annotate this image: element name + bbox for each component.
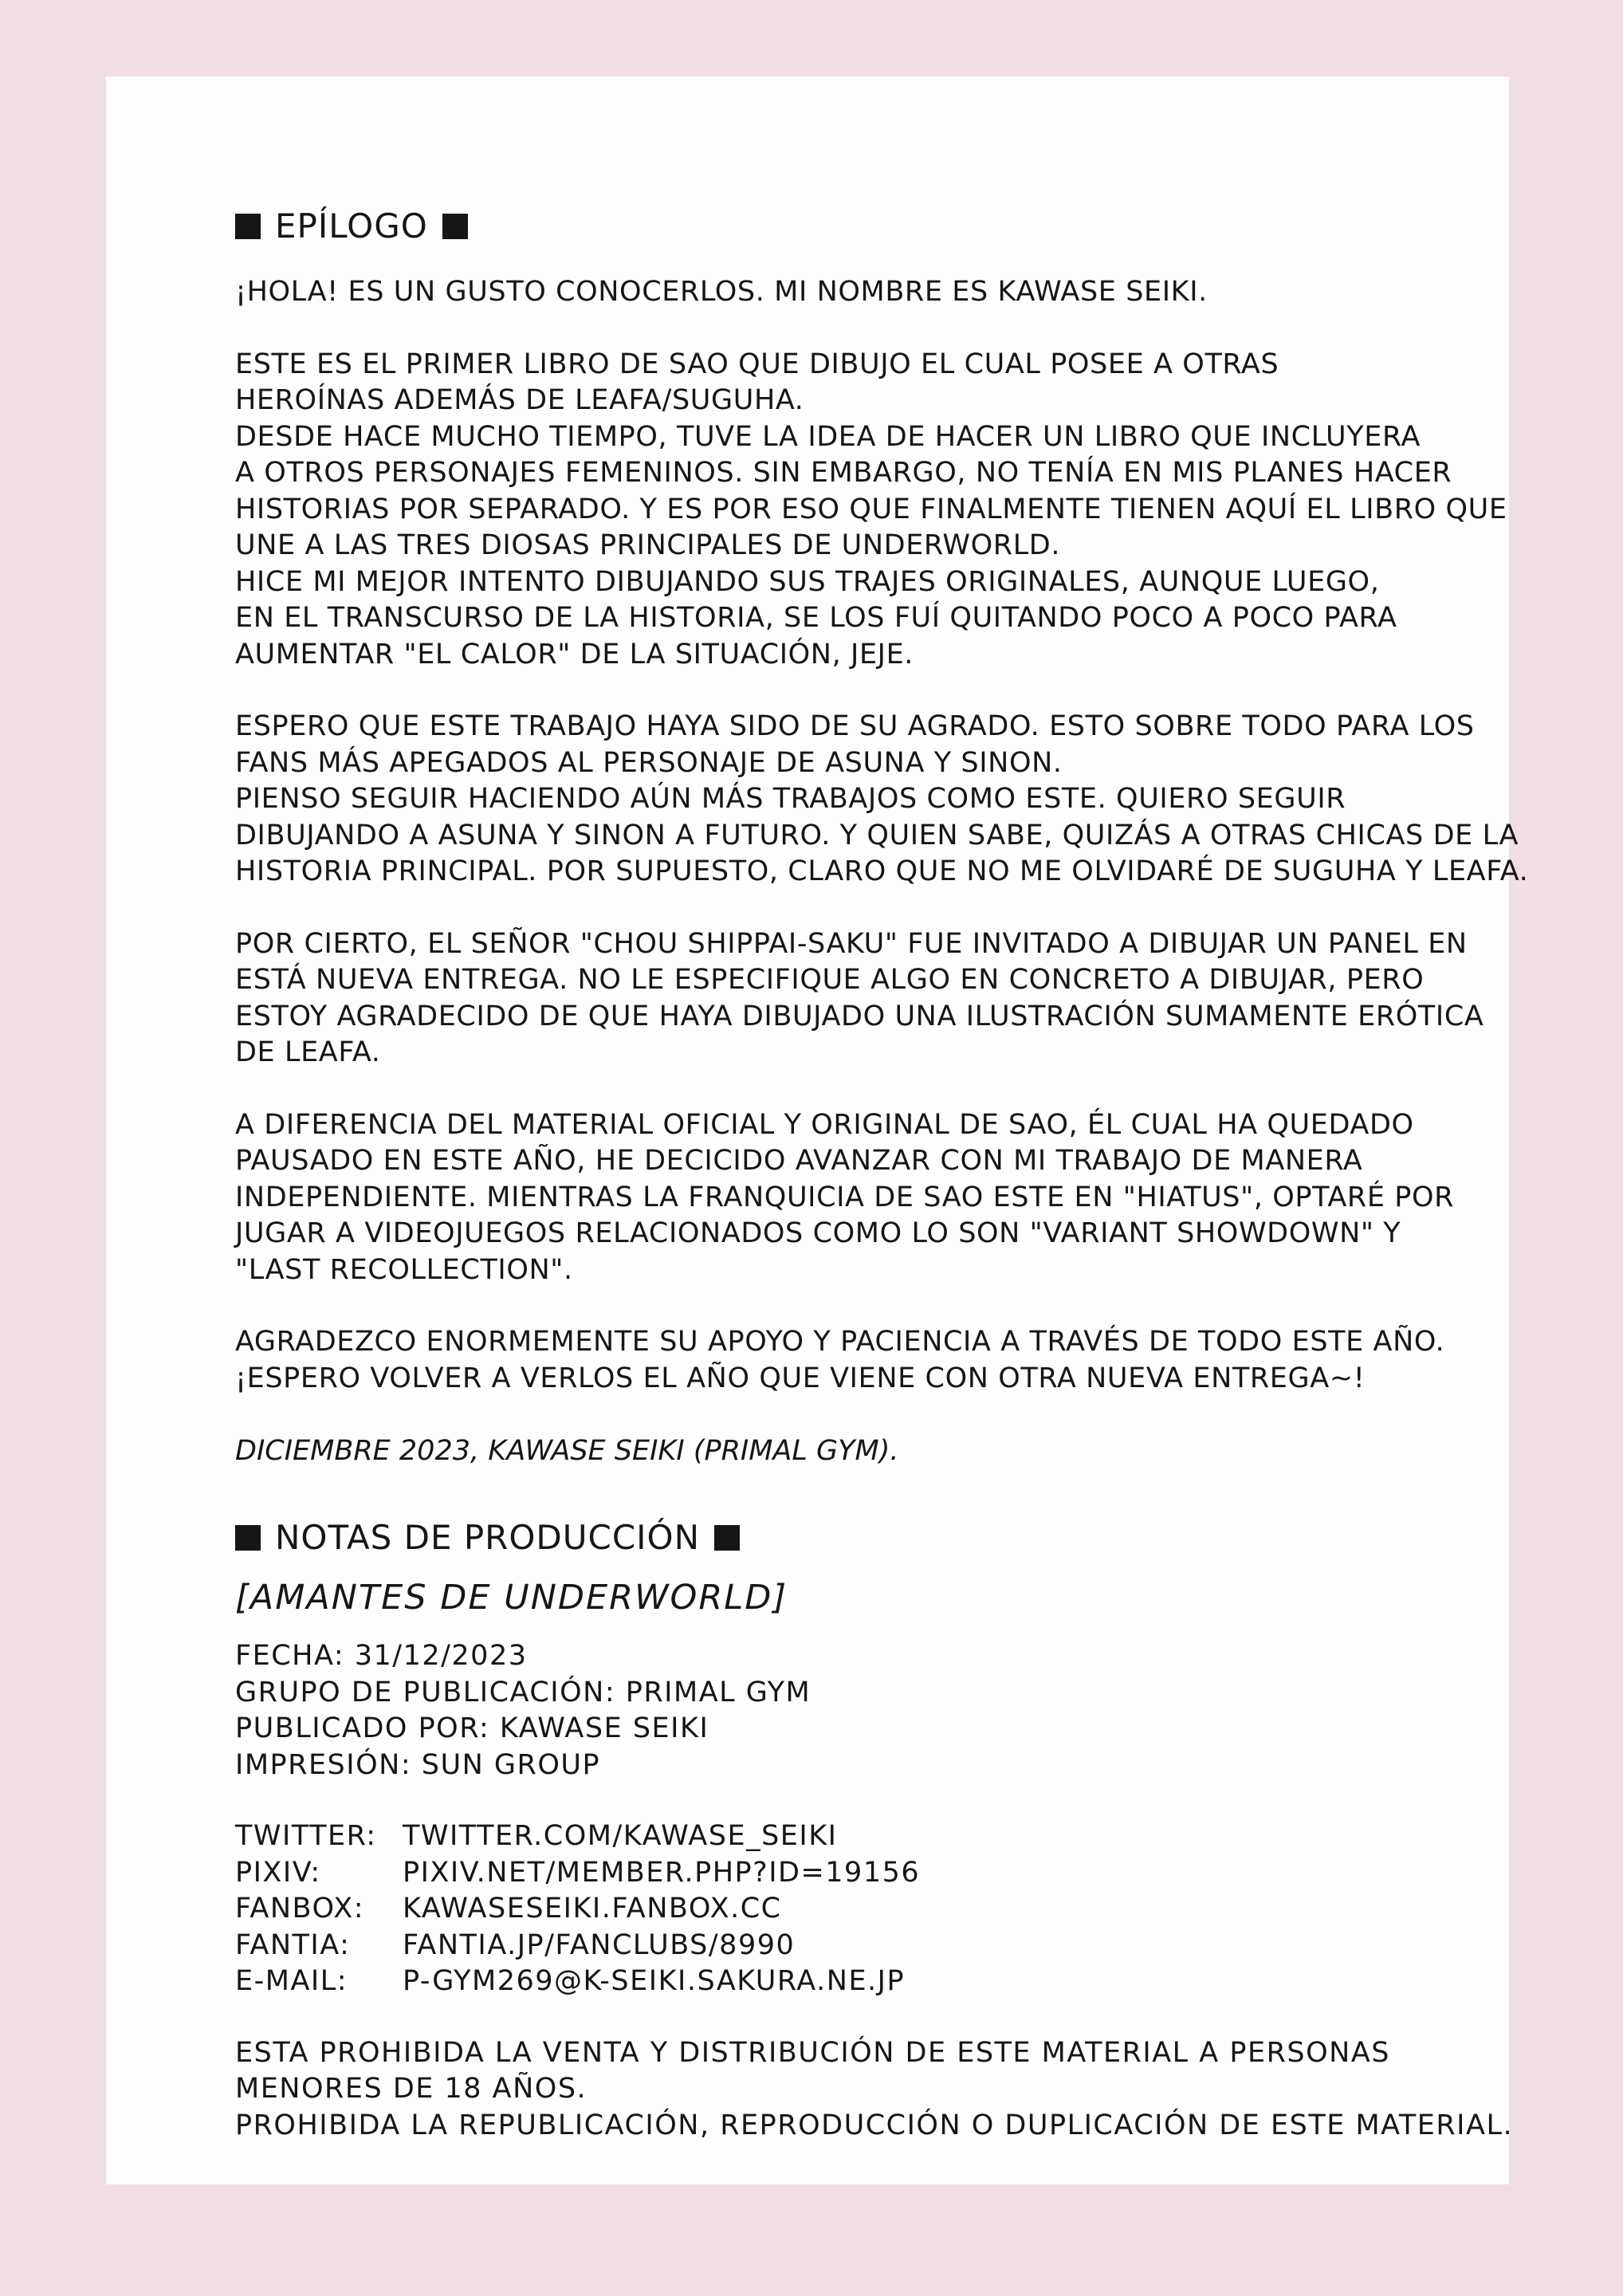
epilogo-body bbox=[235, 274, 1590, 1469]
link-row bbox=[235, 1891, 1590, 1928]
text-line: UNE A LAS TRES DIOSAS PRINCIPALES DE UNDERWORLD. bbox=[235, 529, 1061, 561]
link-row bbox=[235, 1964, 1590, 2000]
info-line: FECHA: 31/12/2023 bbox=[235, 1640, 528, 1672]
text-line: DE LEAFA. bbox=[235, 1036, 381, 1068]
epilogo-paragraph bbox=[235, 709, 1590, 890]
text-line: A OTROS PERSONAJES FEMENINOS. SIN EMBARGO, NO TENÍA EN MIS PLANES HACER bbox=[235, 457, 1452, 489]
text-line: DESDE HACE MUCHO TIEMPO, TUVE LA IDEA DE HACER UN LIBRO QUE INCLUYERA bbox=[235, 420, 1421, 453]
epilogo-paragraph bbox=[235, 274, 1590, 311]
link-value: KAWASESEIKI.FANBOX.CC bbox=[403, 1893, 782, 1924]
notice-line: MENORES DE 18 AÑOS. bbox=[235, 2073, 588, 2105]
link-label: TWITTER: bbox=[235, 1820, 377, 1852]
epilogo-paragraph bbox=[235, 1107, 1590, 1289]
text-line: ¡ESPERO VOLVER A VERLOS EL AÑO QUE VIENE CON OTRA NUEVA ENTREGA~! bbox=[235, 1362, 1366, 1394]
link-value: FANTIA.JP/FANCLUBS/8990 bbox=[403, 1928, 796, 1961]
square-bullet-icon bbox=[442, 214, 468, 239]
text-line: AUMENTAR "EL CALOR" DE LA SITUACIÓN, JEJE. bbox=[235, 638, 914, 670]
epilogo-signature: DICIEMBRE 2023, KAWASE SEIKI (PRIMAL GYM). bbox=[235, 1435, 899, 1467]
epilogo-paragraph bbox=[235, 1324, 1590, 1397]
link-row bbox=[235, 1855, 1590, 1892]
produccion-heading-text: NOTAS DE PRODUCCIÓN bbox=[275, 1518, 701, 1557]
text-line: JUGAR A VIDEOJUEGOS RELACIONADOS COMO LO SON "VARIANT SHOWDOWN" Y bbox=[235, 1217, 1401, 1249]
book-title: [AMANTES DE UNDERWORLD] bbox=[235, 1578, 788, 1618]
notice-line: PROHIBIDA LA REPUBLICACIÓN, REPRODUCCIÓN O DUPLICACIÓN DE ESTE MATERIAL. bbox=[235, 2109, 1514, 2141]
epilogo-paragraph bbox=[235, 926, 1590, 1071]
text-line: PAUSADO EN ESTE AÑO, HE DECICIDO AVANZAR CON MI TRABAJO DE MANERA bbox=[235, 1145, 1363, 1177]
produccion-heading bbox=[235, 1512, 1590, 1563]
link-label: FANBOX: bbox=[235, 1893, 365, 1924]
text-line: ESPERO QUE ESTE TRABAJO HAYA SIDO DE SU AGRADO. ESTO SOBRE TODO PARA LOS bbox=[235, 710, 1475, 742]
info-line: PUBLICADO POR: KAWASE SEIKI bbox=[235, 1712, 709, 1744]
link-value: P-GYM269@K-SEIKI.SAKURA.NE.JP bbox=[403, 1965, 906, 1997]
links-list bbox=[235, 1818, 1590, 2000]
text-line: "LAST RECOLLECTION". bbox=[235, 1253, 573, 1286]
legal-notice bbox=[235, 2035, 1590, 2145]
text-line: EN EL TRANSCURSO DE LA HISTORIA, SE LOS FUÍ QUITANDO POCO A POCO PARA bbox=[235, 602, 1397, 634]
link-row bbox=[235, 1928, 1590, 1964]
text-line: ¡HOLA! ES UN GUSTO CONOCERLOS. MI NOMBRE ES KAWASE SEIKI. bbox=[235, 276, 1208, 308]
square-bullet-icon bbox=[235, 1525, 261, 1551]
text-line: ESTOY AGRADECIDO DE QUE HAYA DIBUJADO UNA ILUSTRACIÓN SUMAMENTE ERÓTICA bbox=[235, 1000, 1484, 1032]
text-line: HEROÍNAS ADEMÁS DE LEAFA/SUGUHA. bbox=[235, 384, 804, 416]
text-line: A DIFERENCIA DEL MATERIAL OFICIAL Y ORIGINAL DE SAO, ÉL CUAL HA QUEDADO bbox=[235, 1108, 1414, 1141]
text-line: PIENSO SEGUIR HACIENDO AÚN MÁS TRABAJOS COMO ESTE. QUIERO SEGUIR bbox=[235, 783, 1346, 815]
link-value: TWITTER.COM/KAWASE_SEIKI bbox=[403, 1820, 838, 1852]
document-page bbox=[106, 77, 1529, 2184]
text-line: ESTE ES EL PRIMER LIBRO DE SAO QUE DIBUJO EL CUAL POSEE A OTRAS bbox=[235, 348, 1279, 380]
link-label: FANTIA: bbox=[235, 1928, 351, 1961]
text-line: DIBUJANDO A ASUNA Y SINON A FUTURO. Y QUIEN SABE, QUIZÁS A OTRAS CHICAS DE LA bbox=[235, 819, 1519, 851]
info-line: GRUPO DE PUBLICACIÓN: PRIMAL GYM bbox=[235, 1676, 812, 1708]
link-label: PIXIV: bbox=[235, 1856, 321, 1889]
text-line: FANS MÁS APEGADOS AL PERSONAJE DE ASUNA Y SINON. bbox=[235, 746, 1063, 779]
epilogo-paragraph bbox=[235, 347, 1590, 674]
link-value: PIXIV.NET/MEMBER.PHP?ID=19156 bbox=[403, 1856, 921, 1889]
notice-line: ESTA PROHIBIDA LA VENTA Y DISTRIBUCIÓN DE ESTE MATERIAL A PERSONAS bbox=[235, 2036, 1390, 2069]
text-line: AGRADEZCO ENORMEMENTE SU APOYO Y PACIENCIA A TRAVÉS DE TODO ESTE AÑO. bbox=[235, 1326, 1445, 1358]
text-line: HISTORIA PRINCIPAL. POR SUPUESTO, CLARO QUE NO ME OLVIDARÉ DE SUGUHA Y LEAFA. bbox=[235, 855, 1529, 887]
production-info bbox=[235, 1638, 1590, 1783]
text-line: HISTORIAS POR SEPARADO. Y ES POR ESO QUE FINALMENTE TIENEN AQUÍ EL LIBRO QUE bbox=[235, 493, 1507, 525]
text-line: INDEPENDIENTE. MIENTRAS LA FRANQUICIA DE SAO ESTE EN "HIATUS", OPTARÉ POR bbox=[235, 1181, 1455, 1213]
text-line: POR CIERTO, EL SEÑOR "CHOU SHIPPAI-SAKU" FUE INVITADO A DIBUJAR UN PANEL EN bbox=[235, 927, 1468, 960]
text-line: ESTÁ NUEVA ENTREGA. NO LE ESPECIFIQUE ALGO EN CONCRETO A DIBUJAR, PERO bbox=[235, 964, 1425, 996]
square-bullet-icon bbox=[235, 214, 261, 239]
epilogo-heading-text: EPÍLOGO bbox=[275, 206, 428, 246]
link-row bbox=[235, 1818, 1590, 1855]
page-content bbox=[235, 196, 1590, 2144]
square-bullet-icon bbox=[714, 1525, 740, 1551]
info-line: IMPRESIÓN: SUN GROUP bbox=[235, 1748, 601, 1781]
text-line: HICE MI MEJOR INTENTO DIBUJANDO SUS TRAJES ORIGINALES, AUNQUE LUEGO, bbox=[235, 565, 1380, 598]
epilogo-heading bbox=[235, 201, 1590, 252]
link-label: E-MAIL: bbox=[235, 1965, 348, 1997]
